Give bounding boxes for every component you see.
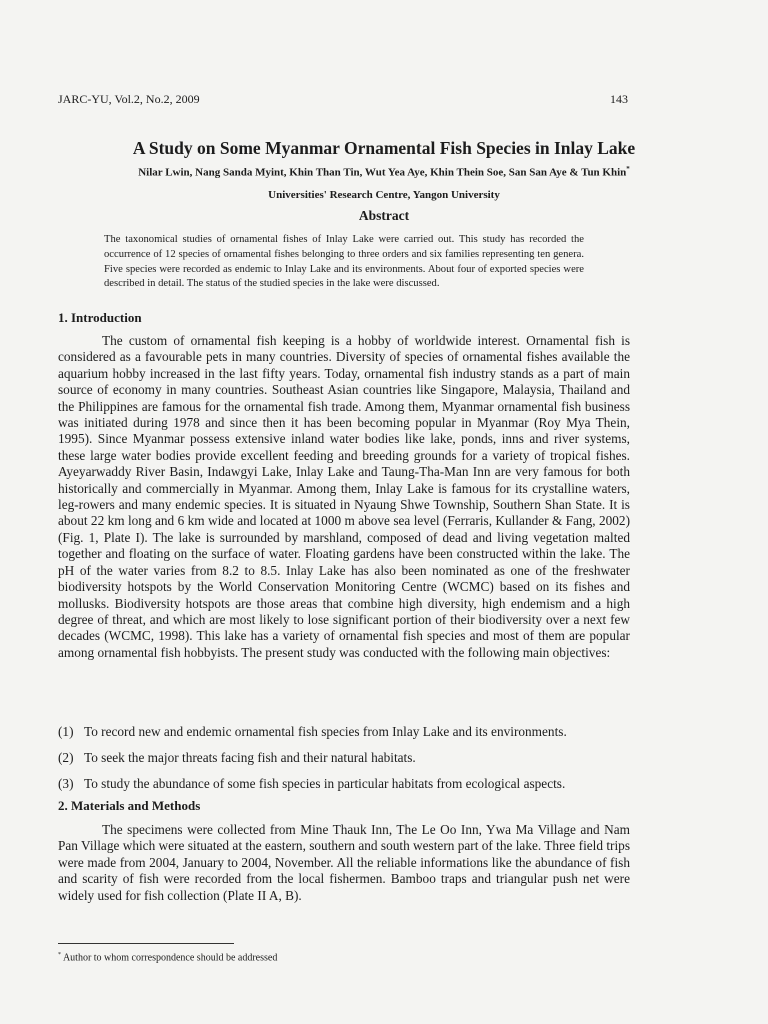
footnote-mark: * <box>58 952 61 958</box>
author-names: Nilar Lwin, Nang Sanda Myint, Khin Than Tin, Wut Yea Aye, Khin Thein Soe, San San Aye & Tun Khin <box>138 166 627 179</box>
methods-heading: 2. Materials and Methods <box>58 798 201 813</box>
objective-text: To record new and endemic ornamental fish species from Inlay Lake and its environments. <box>84 724 567 739</box>
objective-item <box>58 750 638 776</box>
objective-text: To study the abundance of some fish species in particular habitats from ecological aspects. <box>84 776 566 791</box>
objective-number: (2) <box>58 750 74 765</box>
methods-paragraph: The specimens were collected from Mine Thauk Inn, The Le Oo Inn, Ywa Ma Village and Nam Pan Village which were situated at the eastern, southern and south western part of the lake. Three field trips were made from 2004, January to 2004, November. All the reliable informations like the abundance of fish and scarity of fish were recorded from the local fishermen. Bamboo traps and triangular push net were widely used for fish collection (Plate II A, B). <box>58 822 630 903</box>
corresponding-author-mark: * <box>626 165 630 173</box>
footnote-divider <box>58 943 234 944</box>
objective-item <box>58 724 638 750</box>
running-head <box>58 92 628 107</box>
paper-title: A Study on Some Myanmar Ornamental Fish Species in Inlay Lake <box>132 138 636 158</box>
abstract-heading: Abstract <box>358 208 410 223</box>
journal-citation: JARC-YU, Vol.2, No.2, 2009 <box>58 92 200 106</box>
page-number: 143 <box>610 92 628 106</box>
introduction-heading: 1. Introduction <box>58 310 142 325</box>
objective-number: (3) <box>58 776 74 791</box>
methods-body <box>58 822 630 904</box>
introduction-body <box>58 333 630 661</box>
footnote-text: Author to whom correspondence should be addressed <box>62 952 278 964</box>
author-list <box>0 165 768 179</box>
objectives-list <box>58 724 638 802</box>
footnote <box>58 952 277 963</box>
objective-text: To seek the major threats facing fish and their natural habitats. <box>84 750 416 765</box>
affiliation: Universities' Research Centre, Yangon University <box>268 189 500 201</box>
abstract-text: The taxonomical studies of ornamental fishes of Inlay Lake were carried out. This study has recorded the occurrence of 12 species of ornamental fishes belonging to three orders and six families representing ten genera. Five species were recorded as endemic to Inlay Lake and its environments. About four of exported species were described in detail. The status of the studied species in the lake were discussed. <box>104 234 584 290</box>
introduction-paragraph: The custom of ornamental fish keeping is a hobby of worldwide interest. Ornamental fish is considered as a favourable pets in many countries. Diversity of species of ornamental fishes available the aquarium hobby increased in the last fifty years. Today, ornamental fish industry stands as a part of main source of economy in many countries. Southeast Asian countries like Singapore, Malaysia, Thailand and the Philippines are famous for the ornamental fish trade. Among them, Myanmar ornamental fish business was initiated during 1978 and since then it has been becoming popular in Myanmar (Roy Mya Thein, 1995). Since Myanmar possess extensive inland water bodies like lake, ponds, inns and river systems, these large water bodies provide excellent feeding and breeding grounds for a variety of tropical fishes. Ayeyarwaddy River Basin, Indawgyi Lake, Inlay Lake and Taung-Tha-Man Inn are very famous for both historically and commercially in Myanmar. Among them, Inlay Lake is famous for its crystalline waters, leg-rowers and many endemic species. It is situated in Nyaung Shwe Township, Southern Shan State. It is about 22 km long and 6 km wide and located at 1000 m above sea level (Ferraris, Kullander & Fang, 2002)(Fig. 1, Plate I). The lake is surrounded by marshland, composed of dead and living vegetation malted together and floating on the surface of water. Floating gardens have been constructed within the lake. The pH of the water varies from 8.2 to 8.5. Inlay Lake has also been nominated as one of the freshwater biodiversity hotspots by the World Conservation Monitoring Centre (WCMC) based on its fishes and mollusks. Biodiversity hotspots are those areas that combine high diversity, high endemism and a high degree of threat, and which are most likely to lose significant portion of their biodiversity over a next few decades (WCMC, 1998). This lake has a variety of ornamental fish species and most of them are popular among ornamental fish hobbyists. The present study was conducted with the following main objectives: <box>58 333 630 660</box>
objective-number: (1) <box>58 724 74 739</box>
